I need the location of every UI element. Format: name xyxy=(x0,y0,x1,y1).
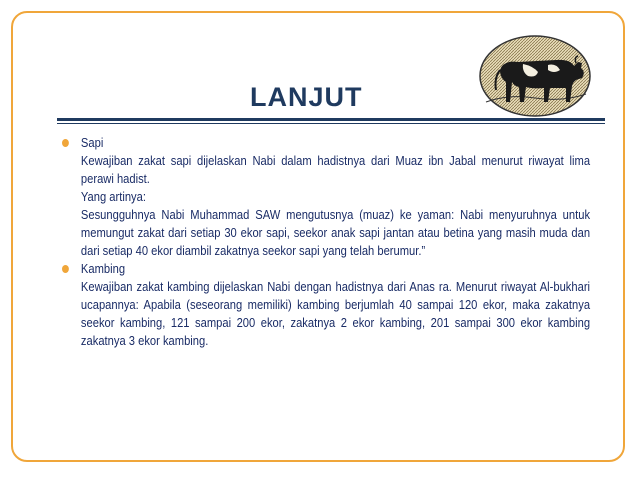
title-underline xyxy=(57,118,605,124)
slide-content xyxy=(62,134,590,350)
bullet-dot-icon xyxy=(62,139,69,147)
cow-icon xyxy=(478,32,593,120)
bullet-item-sapi xyxy=(62,134,590,260)
bullet-paragraph: Yang artinya: xyxy=(80,189,146,204)
bullet-paragraph: Kewajiban zakat kambing dijelaskan Nabi dengan hadistnya dari Anas ra. Menurut riwayat Al-bukhari ucapannya: Apabila (seseorang memiliki) kambing berjumlah 40 sampai 120 ekor, maka zakatnya seekor kambing, 121 sampai 200 ekor, zakatnya 2 ekor kambing, 201 sampai 300 ekor kambing zakatnya 3 ekor kambing. xyxy=(80,279,591,348)
bullet-label: Kambing xyxy=(80,261,126,276)
bullet-item-kambing xyxy=(62,260,590,350)
bullet-label: Sapi xyxy=(80,135,104,150)
bullet-paragraph: Kewajiban zakat sapi dijelaskan Nabi dalam hadistnya dari Muaz ibn Jabal menurut riwayat lima perawi hadist. xyxy=(80,153,591,186)
slide-title: LANJUT xyxy=(250,82,363,112)
bullet-dot-icon xyxy=(62,265,69,273)
bullet-paragraph: Sesungguhnya Nabi Muhammad SAW mengutusnya (muaz) ke yaman: Nabi menyuruhnya untuk memungut zakat dari setiap 30 ekor sapi, seekor anak sapi jantan atau betina yang masih muda dan dari setiap 40 ekor diambil zakatnya seekor sapi yang telah berumur.” xyxy=(80,207,591,258)
